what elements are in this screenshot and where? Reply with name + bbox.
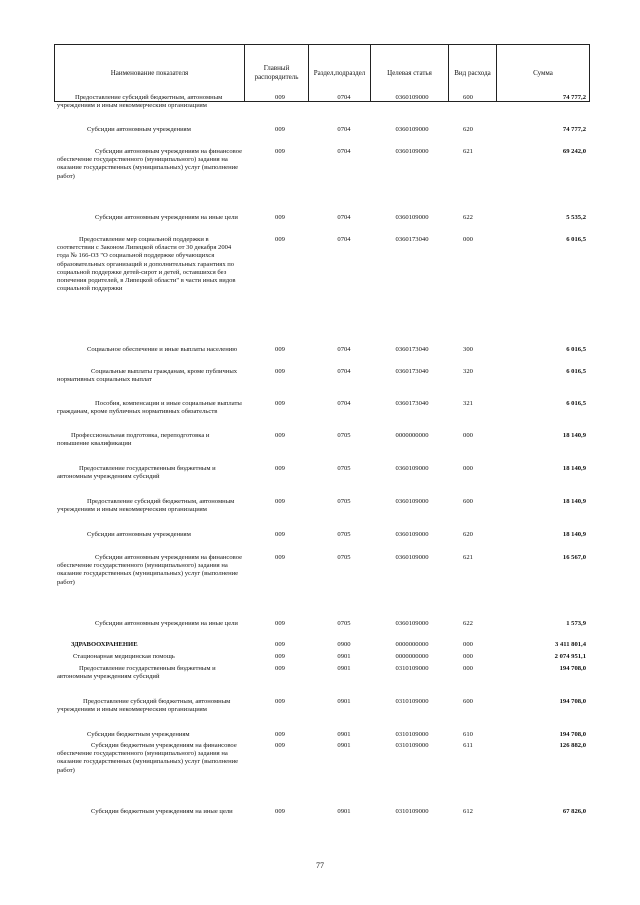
row-name: Предоставление субсидий бюджетным, автономным учреждениям и иным некоммерческим организациям bbox=[57, 698, 231, 714]
row-vr: 622 bbox=[463, 620, 473, 627]
row-cs: 0310109000 bbox=[395, 808, 429, 815]
row-grbs: 009 bbox=[275, 731, 285, 738]
row-name: Субсидии автономным учреждениям bbox=[87, 126, 191, 133]
header-cs: Целевая статья bbox=[371, 45, 449, 101]
header-vr: Вид расхода bbox=[449, 45, 497, 101]
row-name: Субсидии автономным учреждениям на иные цели bbox=[95, 620, 238, 627]
row-cs: 0310109000 bbox=[395, 665, 429, 672]
header-grbs: Главный распорядитель bbox=[245, 45, 309, 101]
header-sum: Сумма bbox=[533, 68, 553, 77]
row-vr: 611 bbox=[463, 742, 473, 749]
row-razdel: 0901 bbox=[337, 698, 351, 705]
row-sum: 6 016,5 bbox=[566, 400, 586, 407]
row-vr: 610 bbox=[463, 731, 473, 738]
row-cs: 0360109000 bbox=[395, 94, 429, 101]
row-razdel: 0704 bbox=[337, 400, 351, 407]
row-grbs: 009 bbox=[275, 641, 285, 648]
row-razdel: 0705 bbox=[337, 554, 351, 561]
row-name: Пособия, компенсации и иные социальные выплаты гражданам, кроме публичных нормативных обязательств bbox=[57, 400, 242, 416]
row-sum: 18 140,9 bbox=[562, 498, 586, 505]
row-name: Предоставление субсидий бюджетным, автономным учреждениям и иным некоммерческим организациям bbox=[57, 94, 223, 110]
row-vr: 000 bbox=[463, 665, 473, 672]
row-grbs: 009 bbox=[275, 126, 285, 133]
row-vr: 600 bbox=[463, 498, 473, 505]
row-name: Субсидии автономным учреждениям bbox=[87, 531, 191, 538]
row-cs: 0360173040 bbox=[395, 236, 429, 243]
row-cs: 0310109000 bbox=[395, 731, 429, 738]
row-razdel: 0705 bbox=[337, 465, 351, 472]
row-sum: 2 074 951,1 bbox=[554, 653, 586, 660]
row-name: Субсидии автономным учреждениям на финансовое обеспечение государственного (муниципального) задания на оказание государственных (муниципальных) услуг (выполнение работ) bbox=[57, 554, 243, 586]
row-vr: 621 bbox=[463, 554, 473, 561]
row-cs: 0360109000 bbox=[395, 498, 429, 505]
row-grbs: 009 bbox=[275, 808, 285, 815]
row-vr: 000 bbox=[463, 236, 473, 243]
row-name: Предоставление государственным бюджетным и автономным учреждениям субсидий bbox=[57, 465, 216, 481]
row-cs: 0360173040 bbox=[395, 346, 429, 353]
row-cs: 0310109000 bbox=[395, 698, 429, 705]
row-razdel: 0704 bbox=[337, 94, 351, 101]
row-grbs: 009 bbox=[275, 346, 285, 353]
row-name: ЗДРАВООХРАНЕНИЕ bbox=[71, 641, 138, 648]
row-sum: 6 016,5 bbox=[566, 346, 586, 353]
row-sum: 126 882,0 bbox=[559, 742, 586, 749]
row-grbs: 009 bbox=[275, 554, 285, 561]
row-grbs: 009 bbox=[275, 498, 285, 505]
row-name: Стационарная медицинская помощь bbox=[73, 653, 175, 660]
row-sum: 18 140,9 bbox=[562, 465, 586, 472]
row-vr: 620 bbox=[463, 126, 473, 133]
row-cs: 0360109000 bbox=[395, 465, 429, 472]
row-razdel: 0900 bbox=[337, 641, 351, 648]
row-vr: 000 bbox=[463, 641, 473, 648]
row-grbs: 009 bbox=[275, 94, 285, 101]
row-vr: 320 bbox=[463, 368, 473, 375]
row-razdel: 0704 bbox=[337, 346, 351, 353]
row-cs: 0360173040 bbox=[395, 368, 429, 375]
row-sum: 67 826,0 bbox=[562, 808, 586, 815]
row-razdel: 0705 bbox=[337, 498, 351, 505]
row-sum: 74 777,2 bbox=[562, 126, 586, 133]
row-cs: 0000000000 bbox=[395, 653, 429, 660]
row-razdel: 0705 bbox=[337, 620, 351, 627]
row-name: Предоставление мер социальной поддержки в соответствии с Законом Липецкой области от 30 декабря 2004 года № 166-ОЗ "О социальной поддержке обучающихся образовательных организаций и дополнительных гарантиях по социальной поддержке детей-сирот и детей, оставшихся без попечения родителей, в Липецкой области" в части иных видов социальной поддержки bbox=[57, 236, 236, 293]
row-cs: 0000000000 bbox=[395, 641, 429, 648]
row-name: Субсидии автономным учреждениям на иные цели bbox=[95, 214, 238, 221]
row-grbs: 009 bbox=[275, 465, 285, 472]
row-sum: 69 242,0 bbox=[562, 148, 586, 155]
row-name: Субсидии бюджетным учреждениям bbox=[87, 731, 190, 738]
row-cs: 0360109000 bbox=[395, 126, 429, 133]
row-name: Предоставление государственным бюджетным и автономным учреждениям субсидий bbox=[57, 665, 216, 681]
row-sum: 6 016,5 bbox=[566, 236, 586, 243]
row-name: Предоставление субсидий бюджетным, автономным учреждениям и иным некоммерческим организациям bbox=[57, 498, 235, 514]
row-sum: 3 411 801,4 bbox=[555, 641, 586, 648]
row-grbs: 009 bbox=[275, 400, 285, 407]
row-sum: 5 535,2 bbox=[566, 214, 586, 221]
row-grbs: 009 bbox=[275, 665, 285, 672]
row-vr: 620 bbox=[463, 531, 473, 538]
header-razdel: Раздел,подраздел bbox=[309, 45, 371, 101]
row-grbs: 009 bbox=[275, 620, 285, 627]
row-razdel: 0704 bbox=[337, 368, 351, 375]
row-razdel: 0704 bbox=[337, 148, 351, 155]
row-name: Субсидии автономным учреждениям на финансовое обеспечение государственного (муниципального) задания на оказание государственных (муниципальных) услуг (выполнение работ) bbox=[57, 148, 243, 180]
row-sum: 18 140,9 bbox=[562, 531, 586, 538]
row-razdel: 0901 bbox=[337, 742, 351, 749]
row-vr: 321 bbox=[463, 400, 473, 407]
header-name: Наименование показателя bbox=[55, 45, 245, 101]
row-grbs: 009 bbox=[275, 148, 285, 155]
row-sum: 18 140,9 bbox=[562, 432, 586, 439]
row-sum: 16 567,0 bbox=[562, 554, 586, 561]
row-grbs: 009 bbox=[275, 653, 285, 660]
row-sum: 194 708,0 bbox=[559, 731, 586, 738]
row-grbs: 009 bbox=[275, 742, 285, 749]
row-razdel: 0704 bbox=[337, 126, 351, 133]
row-grbs: 009 bbox=[275, 368, 285, 375]
row-sum: 1 573,9 bbox=[566, 620, 586, 627]
row-vr: 000 bbox=[463, 465, 473, 472]
row-grbs: 009 bbox=[275, 698, 285, 705]
row-vr: 000 bbox=[463, 653, 473, 660]
row-vr: 612 bbox=[463, 808, 473, 815]
row-cs: 0360109000 bbox=[395, 554, 429, 561]
row-name: Субсидии бюджетным учреждениям на финансовое обеспечение государственного (муниципального) задания на оказание государственных (муниципальных) услуг (выполнение работ) bbox=[57, 742, 239, 774]
row-vr: 000 bbox=[463, 432, 473, 439]
row-vr: 600 bbox=[463, 698, 473, 705]
row-cs: 0360109000 bbox=[395, 148, 429, 155]
row-name: Профессиональная подготовка, переподготовка и повышение квалификации bbox=[57, 432, 210, 448]
row-razdel: 0901 bbox=[337, 665, 351, 672]
row-name: Социальное обеспечение и иные выплаты населению bbox=[87, 346, 238, 353]
row-vr: 621 bbox=[463, 148, 473, 155]
row-vr: 300 bbox=[463, 346, 473, 353]
row-razdel: 0901 bbox=[337, 653, 351, 660]
row-cs: 0360109000 bbox=[395, 531, 429, 538]
row-name: Субсидии бюджетным учреждениям на иные цели bbox=[91, 808, 233, 815]
row-razdel: 0705 bbox=[337, 531, 351, 538]
row-name: Социальные выплаты гражданам, кроме публичных нормативных социальных выплат bbox=[57, 368, 238, 384]
page-number: 77 bbox=[316, 861, 324, 870]
row-grbs: 009 bbox=[275, 531, 285, 538]
row-razdel: 0901 bbox=[337, 808, 351, 815]
row-cs: 0310109000 bbox=[395, 742, 429, 749]
row-grbs: 009 bbox=[275, 236, 285, 243]
row-razdel: 0704 bbox=[337, 214, 351, 221]
row-sum: 194 708,0 bbox=[559, 665, 586, 672]
row-razdel: 0901 bbox=[337, 731, 351, 738]
row-cs: 0360173040 bbox=[395, 400, 429, 407]
row-cs: 0000000000 bbox=[395, 432, 429, 439]
row-grbs: 009 bbox=[275, 432, 285, 439]
row-sum: 74 777,2 bbox=[562, 94, 586, 101]
row-vr: 622 bbox=[463, 214, 473, 221]
row-grbs: 009 bbox=[275, 214, 285, 221]
row-cs: 0360109000 bbox=[395, 214, 429, 221]
row-razdel: 0705 bbox=[337, 432, 351, 439]
row-sum: 194 708,0 bbox=[559, 698, 586, 705]
row-sum: 6 016,5 bbox=[566, 368, 586, 375]
row-vr: 600 bbox=[463, 94, 473, 101]
row-cs: 0360109000 bbox=[395, 620, 429, 627]
row-razdel: 0704 bbox=[337, 236, 351, 243]
